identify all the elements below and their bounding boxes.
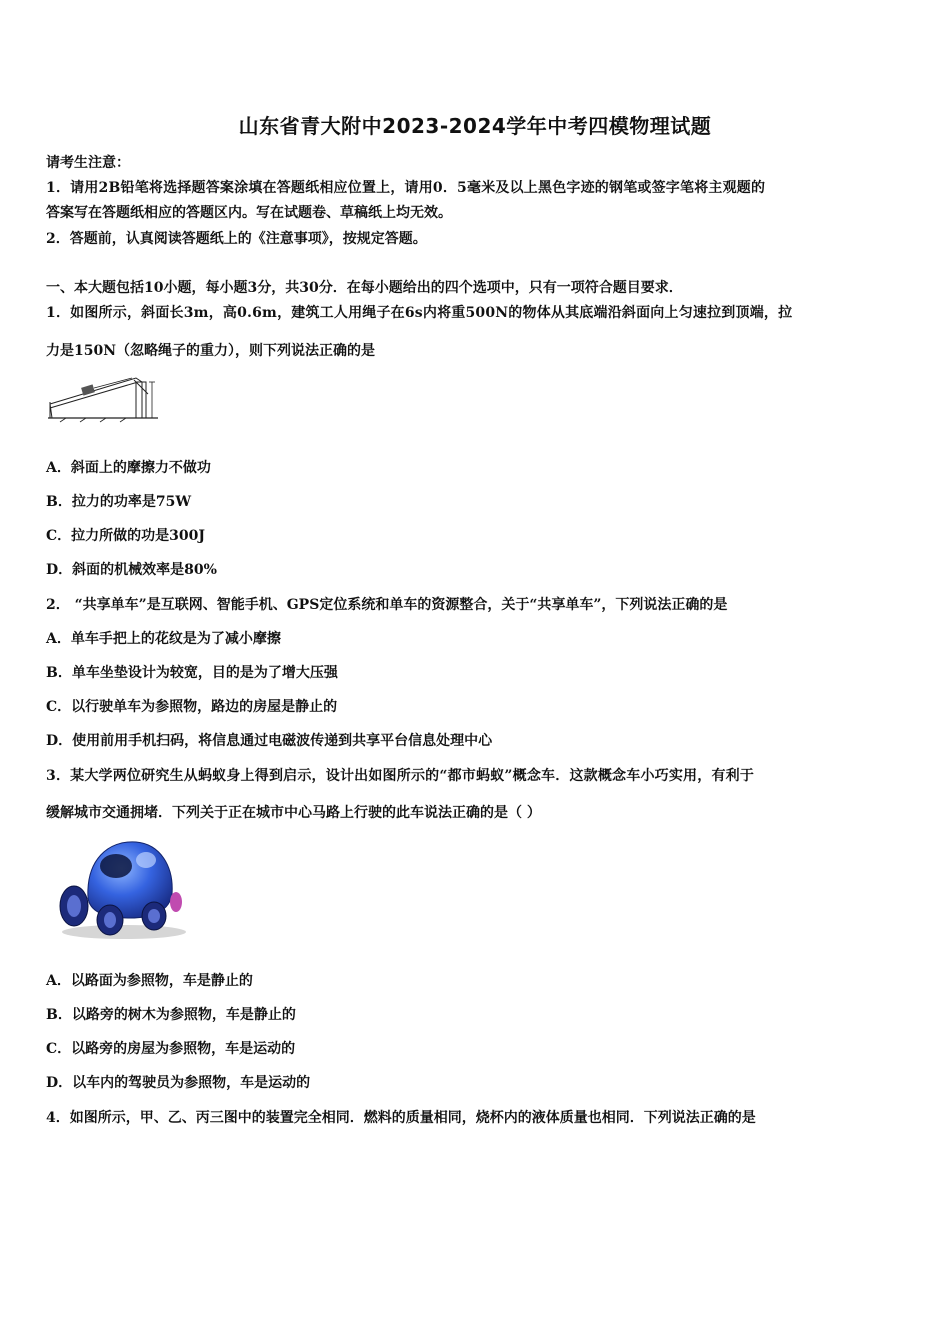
question-4-stem: 4．如图所示，甲、乙、丙三图中的装置完全相同．燃料的质量相同，烧杯内的液体质量也相同．下列说法正确的是 (46, 1110, 756, 1126)
concept-car-figure (50, 832, 192, 942)
question-2-option-d: D．使用前用手机扫码，将信息通过电磁波传递到共享平台信息处理中心 (46, 733, 493, 749)
question-3-option-c: C．以路旁的房屋为参照物，车是运动的 (46, 1041, 296, 1057)
question-1-option-a: A．斜面上的摩擦力不做功 (46, 460, 211, 476)
question-1-option-c: C．拉力所做的功是300J (46, 528, 205, 544)
question-1-option-b: B．拉力的功率是75W (46, 494, 192, 510)
question-3-stem: 缓解城市交通拥堵．下列关于正在城市中心马路上行驶的此车说法正确的是（ ） (46, 805, 541, 821)
question-1-option-d: D．斜面的机械效率是80% (46, 562, 217, 578)
page-title: 山东省青大附中2023-2024学年中考四模物理试题 (238, 114, 712, 138)
notice-item: 答案写在答题纸相应的答题区内。写在试题卷、草稿纸上均无效。 (46, 205, 452, 221)
question-3-stem: 3．某大学两位研究生从蚂蚁身上得到启示，设计出如图所示的“都市蚂蚁”概念车．这款概念车小巧实用，有利于 (46, 768, 755, 784)
question-1-stem: 1．如图所示，斜面长3m，高0.6m，建筑工人用绳子在6s内将重500N的物体从其底端沿斜面向上匀速拉到顶端，拉 (46, 305, 793, 321)
incline-figure (46, 372, 160, 424)
question-3-option-b: B．以路旁的树木为参照物，车是静止的 (46, 1007, 296, 1023)
notice-heading: 请考生注意： (46, 155, 130, 171)
notice-item: 2．答题前，认真阅读答题纸上的《注意事项》，按规定答题。 (46, 231, 427, 247)
question-2-option-b: B．单车坐垫设计为较宽，目的是为了增大压强 (46, 665, 338, 681)
question-2-option-c: C．以行驶单车为参照物，路边的房屋是静止的 (46, 699, 338, 715)
question-2-option-a: A．单车手把上的花纹是为了减小摩擦 (46, 631, 281, 647)
notice-item: 1．请用2B铅笔将选择题答案涂填在答题纸相应位置上，请用0．5毫米及以上黑色字迹的钢笔或签字笔将主观题的 (46, 180, 766, 196)
question-1-stem: 力是150N（忽略绳子的重力），则下列说法正确的是 (46, 343, 376, 359)
question-3-option-d: D．以车内的驾驶员为参照物，车是运动的 (46, 1075, 311, 1091)
question-3-option-a: A．以路面为参照物，车是静止的 (46, 973, 253, 989)
section-heading: 一、本大题包括10小题，每小题3分，共30分．在每小题给出的四个选项中，只有一项符合题目要求． (46, 280, 683, 296)
question-2-stem: 2． “共享单车”是互联网、智能手机、GPS定位系统和单车的资源整合，关于“共享单车”，下列说法正确的是 (46, 597, 728, 613)
